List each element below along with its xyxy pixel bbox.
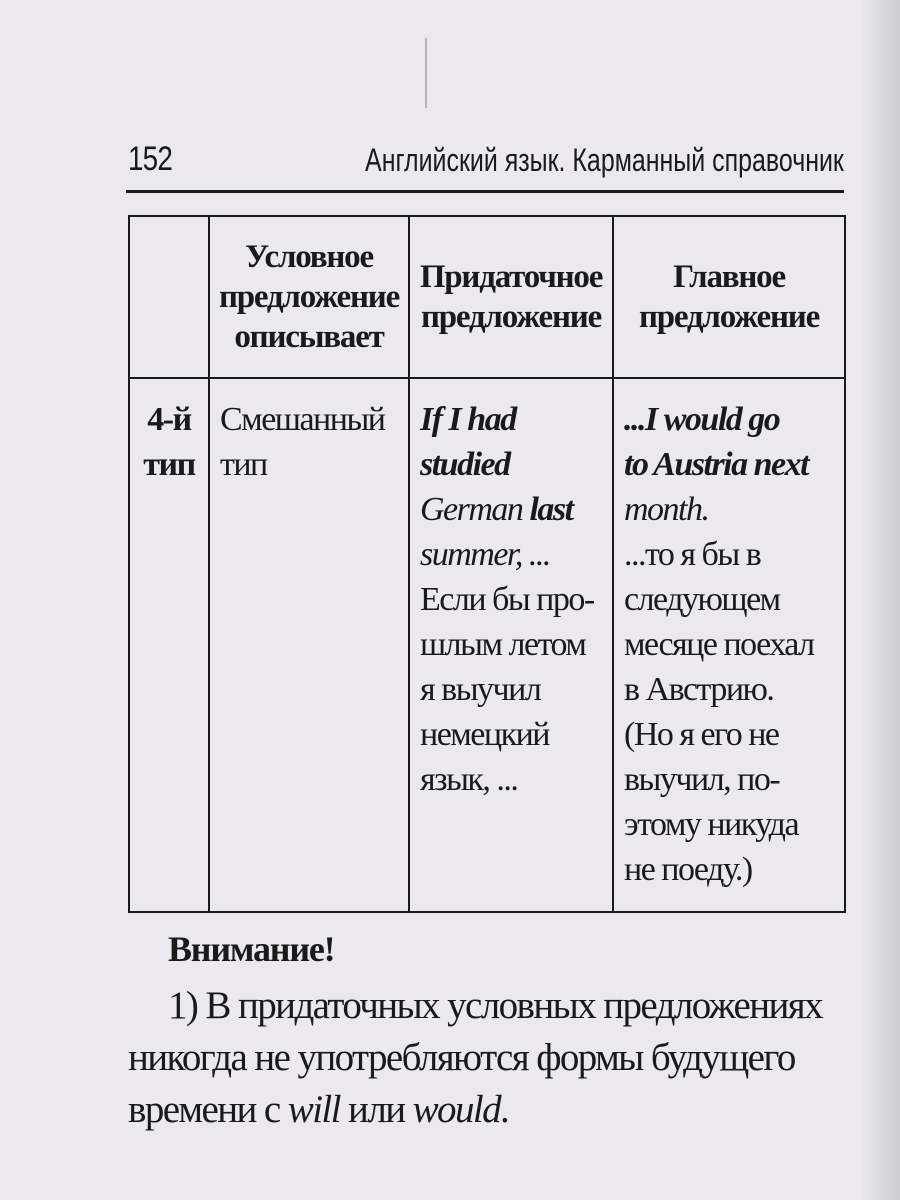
header-main-cell: Главное предложение [613,216,845,378]
will-term: will [287,1088,340,1131]
subordinate-clause-cell [409,378,613,912]
main-russian-translation: ...то я бы в следующем месяце поехал в Австрию. (Но я его не выучил, по- этому никуда не поеду.) [624,536,814,888]
would-term: would [412,1088,500,1131]
note-line: времени с will или would. [128,1088,509,1131]
table-row [129,378,845,912]
header-subordinate-cell: Придаточное предложение [409,216,613,378]
page-number: 152 [128,140,173,178]
note-line: 1) В придаточных условных предложениях [168,984,822,1027]
subordinate-english-example: If I had studied German last summer, ... [420,401,573,573]
header-rule [126,190,844,193]
main-english-example: ...I would go to Austria next month. [624,401,809,528]
header-type-cell [129,216,209,378]
subordinate-russian-translation: Если бы про- шлым летом я выучил немецкий язык, ... [420,581,594,798]
book-title: Английский язык. Карманный справочник [365,142,844,178]
table-header-row [129,216,845,378]
page-edge-shadow [860,0,900,1200]
note-line: никогда не употребляются формы будущего [128,1036,795,1079]
describes-cell: Смешанный тип [209,378,409,912]
main-clause-cell [613,378,845,912]
attention-heading: Внимание! [168,929,335,969]
type-cell: 4-й тип [129,378,209,912]
running-head [128,140,844,184]
conditional-types-table [128,215,846,913]
page-crease-mark [425,38,427,108]
header-describes-cell: Условное предложение описывает [209,216,409,378]
attention-note [128,980,844,1136]
